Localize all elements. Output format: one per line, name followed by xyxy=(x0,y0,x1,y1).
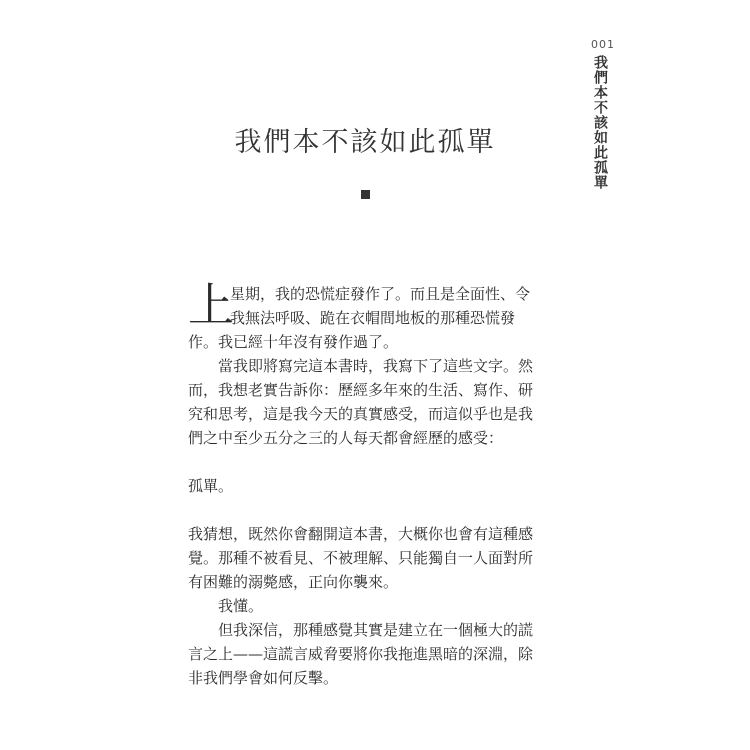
paragraph-2-line-3: 究和思考，這是我今天的真實感受，而這似乎也是我 xyxy=(188,405,534,423)
paragraph-2-line-4: 們之中至少五分之三的人每天都會經歷的感受： xyxy=(188,429,504,447)
paragraph-4-line-2: 覺。那種不被看見、不被理解、只能獨自一人面對所 xyxy=(188,549,534,567)
paragraph-3: 孤單。 xyxy=(188,477,234,495)
paragraph-1-line-1: 星期，我的恐慌症發作了。而且是全面性、令 xyxy=(230,285,531,303)
paragraph-6-line-2: 言之上——這謊言威脅要將你我拖進黑暗的深淵，除 xyxy=(188,645,534,663)
paragraph-2-line-1: 當我即將寫完這本書時，我寫下了這些文字。然 xyxy=(218,357,534,375)
paragraph-2-line-2: 而，我想老實告訴你：歷經多年來的生活、寫作、研 xyxy=(188,381,534,399)
chapter-title: 我們本不該如此孤單 xyxy=(234,127,496,158)
paragraph-1-line-3: 作。我已經十年沒有發作過了。 xyxy=(188,333,399,351)
paragraph-1-line-2: 我無法呼吸、跪在衣帽間地板的那種恐慌發 xyxy=(230,309,516,327)
paragraph-5: 我懂。 xyxy=(218,597,264,615)
square-ornament-icon xyxy=(361,190,370,199)
paragraph-6-line-3: 非我們學會如何反擊。 xyxy=(188,669,339,687)
page-number: 001 xyxy=(591,38,615,51)
paragraph-4-line-1: 我猜想，既然你會翻開這本書，大概你也會有這種感 xyxy=(188,525,534,543)
paragraph-6-line-1: 但我深信，那種感覺其實是建立在一個極大的謊 xyxy=(218,621,534,639)
paragraph-4-line-3: 有困難的溺斃感，正向你襲來。 xyxy=(188,573,399,591)
drop-cap: 上 xyxy=(188,278,234,332)
running-title: 我們本不該如此孤單 xyxy=(592,55,608,190)
